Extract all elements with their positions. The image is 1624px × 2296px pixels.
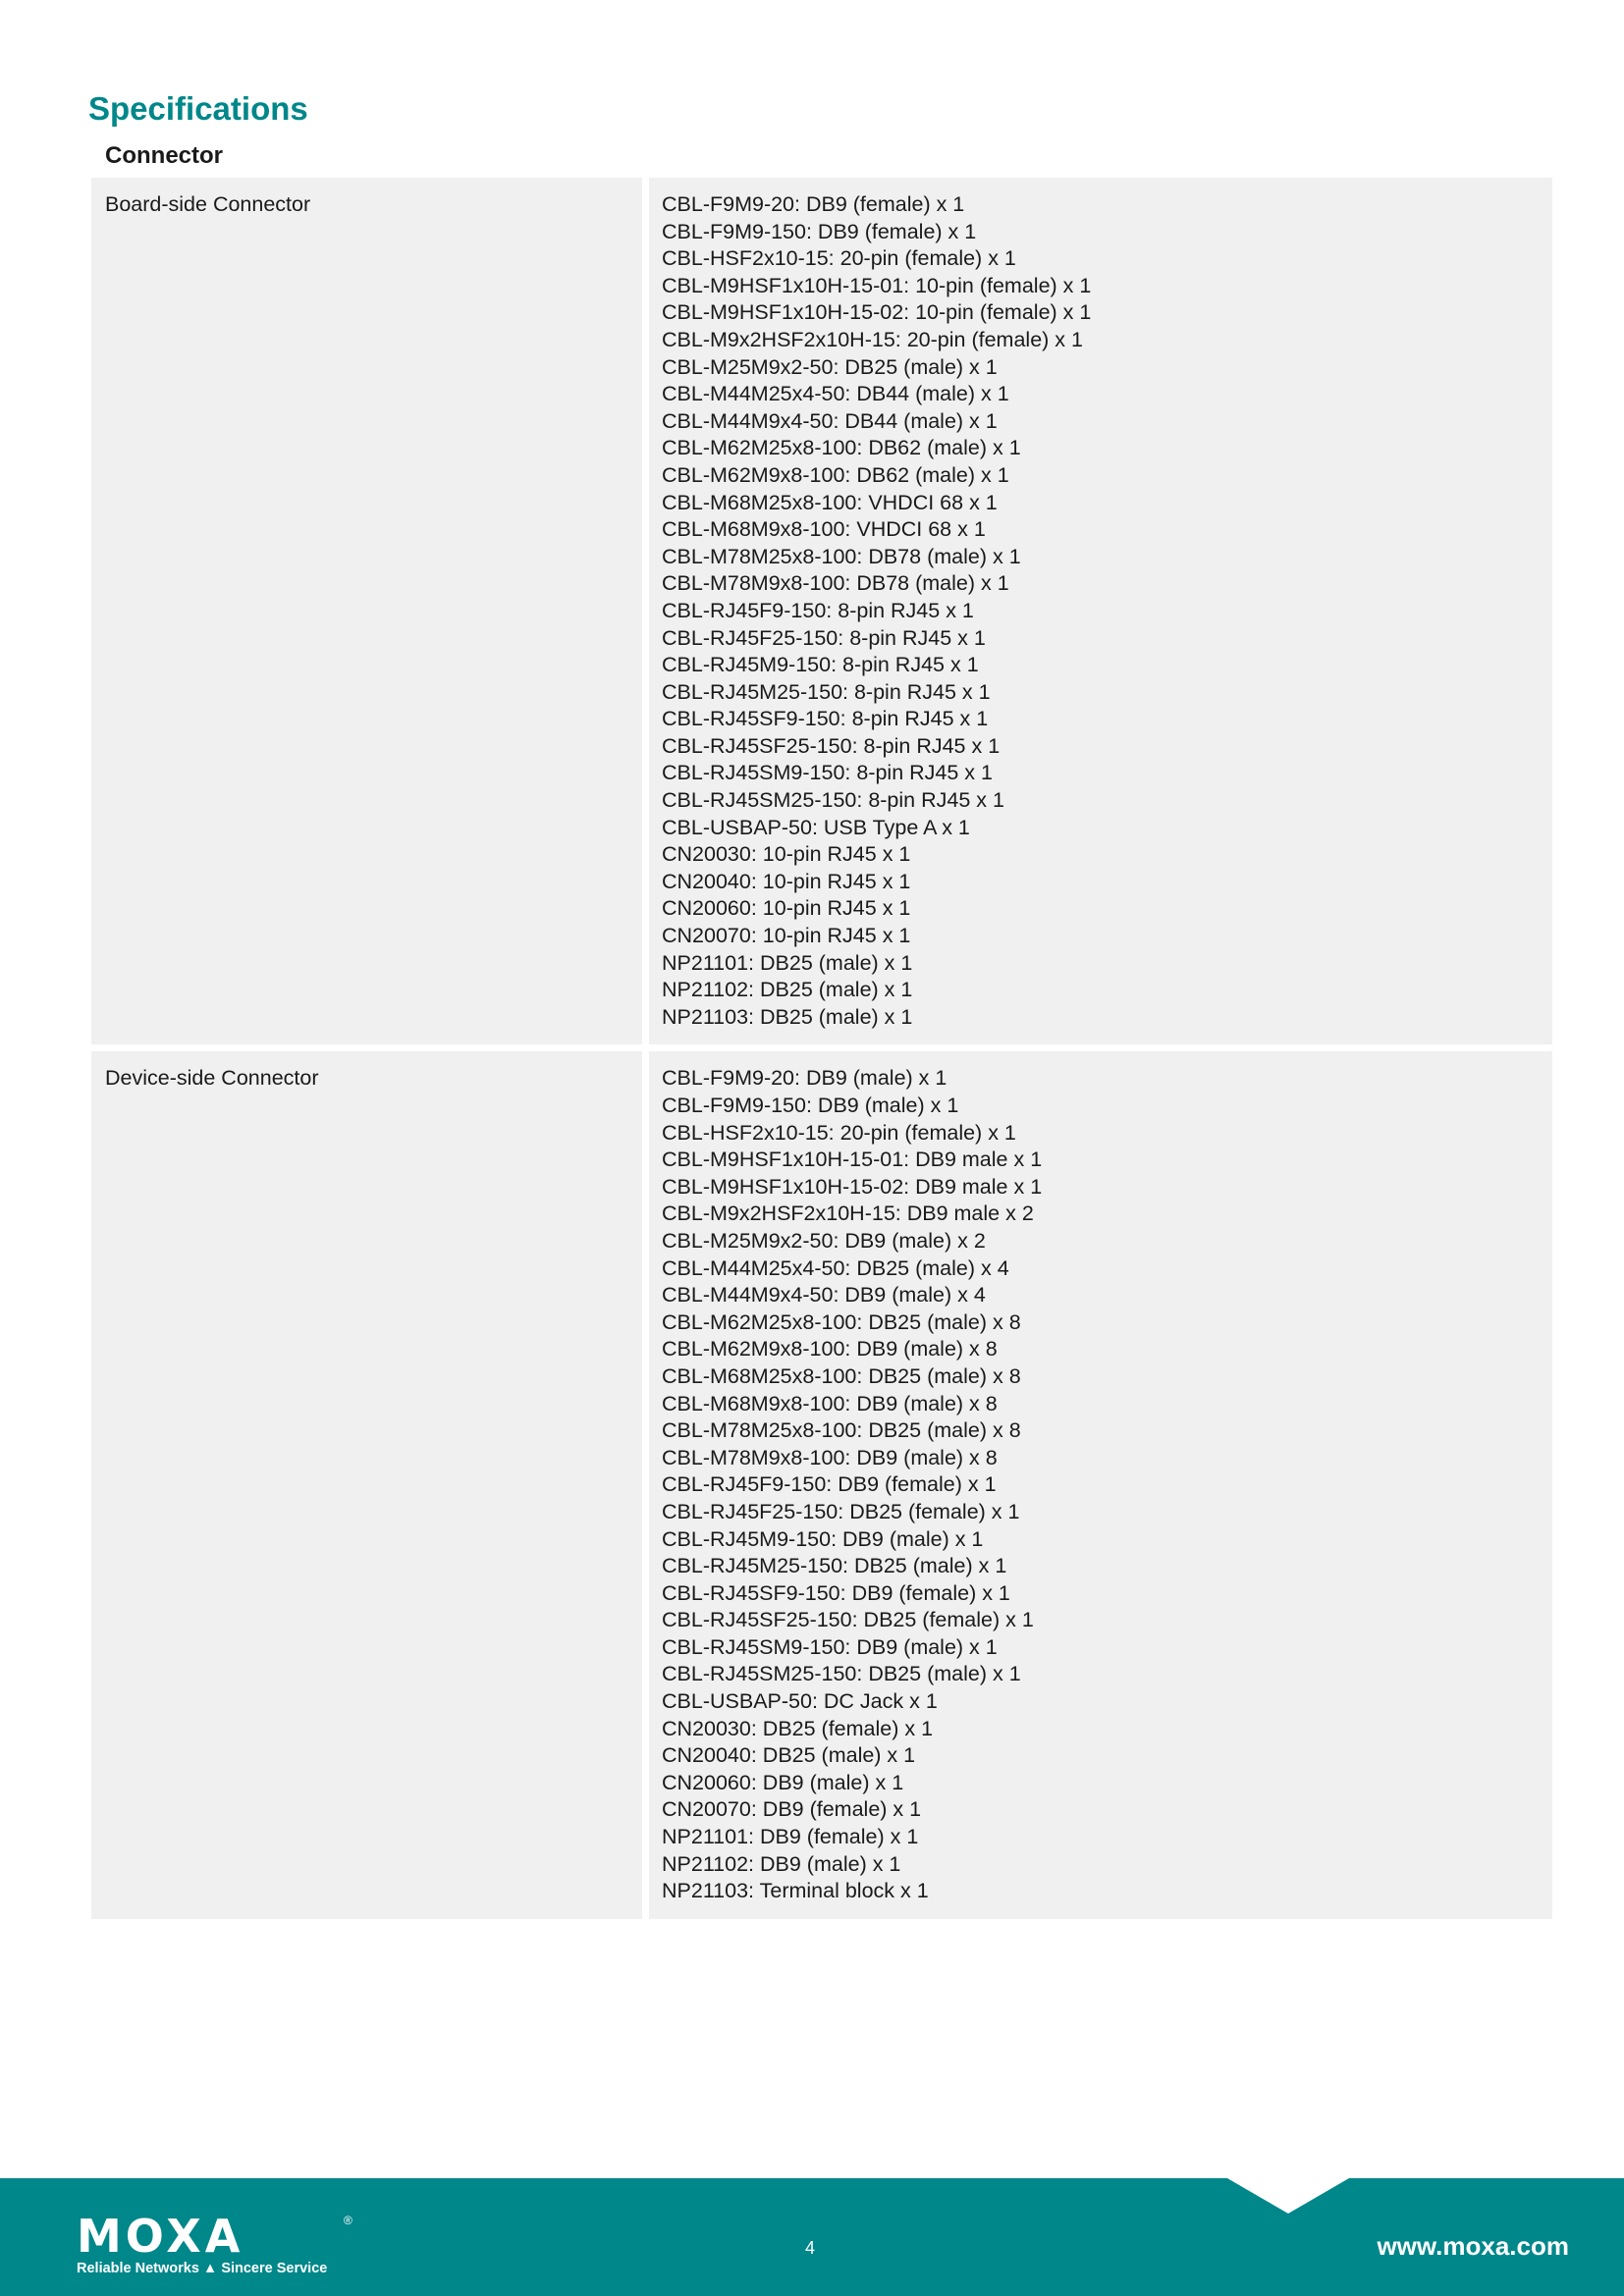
connector-entry: NP21102: DB25 (male) x 1 <box>662 978 913 1002</box>
value-list <box>662 1065 1539 1904</box>
connector-entry: CBL-M44M25x4-50: DB25 (male) x 4 <box>662 1255 1009 1280</box>
connector-entry: CBL-RJ45M9-150: 8-pin RJ45 x 1 <box>662 653 979 677</box>
connector-entry: CBL-RJ45M25-150: DB25 (male) x 1 <box>662 1554 1007 1578</box>
spec-row-device-side <box>91 1051 1552 1918</box>
connector-entry: CBL-M62M9x8-100: DB9 (male) x 8 <box>662 1337 998 1362</box>
page-number: 4 <box>805 2238 816 2258</box>
connector-entry: CN20060: DB9 (male) x 1 <box>662 1770 904 1794</box>
connector-entry: CBL-F9M9-20: DB9 (female) x 1 <box>662 192 965 216</box>
connector-entry: NP21101: DB9 (female) x 1 <box>662 1825 919 1849</box>
logo-wordmark: MOXA <box>77 2210 244 2263</box>
section-heading: Connector <box>105 142 223 169</box>
connector-entry: CBL-M9HSF1x10H-15-01: DB9 male x 1 <box>662 1148 1043 1172</box>
connector-entry: CBL-M9x2HSF2x10H-15: DB9 male x 2 <box>662 1201 1034 1226</box>
website-link[interactable]: www.moxa.com <box>1377 2231 1569 2261</box>
spec-label: Board-side Connector <box>105 192 311 216</box>
connector-entry: CBL-RJ45F25-150: 8-pin RJ45 x 1 <box>662 625 986 650</box>
connector-entry: CBL-RJ45F9-150: DB9 (female) x 1 <box>662 1472 997 1497</box>
connector-entry: CBL-RJ45SF25-150: 8-pin RJ45 x 1 <box>662 733 1001 758</box>
connector-entry: CBL-USBAP-50: DC Jack x 1 <box>662 1689 938 1714</box>
connector-entry: CBL-M68M25x8-100: VHDCI 68 x 1 <box>662 490 998 514</box>
connector-entry: CBL-F9M9-150: DB9 (male) x 1 <box>662 1094 959 1117</box>
connector-entry: CBL-M68M9x8-100: DB9 (male) x 8 <box>662 1391 998 1415</box>
connector-entry: CBL-HSF2x10-15: 20-pin (female) x 1 <box>662 1120 1016 1145</box>
connector-entry: CBL-M9x2HSF2x10H-15: 20-pin (female) x 1 <box>662 327 1083 351</box>
connector-entry: CBL-M78M9x8-100: DB78 (male) x 1 <box>662 571 1009 596</box>
spec-value-cell <box>649 1051 1552 1918</box>
connector-entry: CBL-RJ45SM9-150: 8-pin RJ45 x 1 <box>662 761 993 785</box>
connector-entry: CBL-M68M9x8-100: VHDCI 68 x 1 <box>662 517 986 542</box>
spec-table <box>91 178 1552 1926</box>
connector-entry: CN20040: 10-pin RJ45 x 1 <box>662 869 911 893</box>
connector-entry: CBL-M68M25x8-100: DB25 (male) x 8 <box>662 1363 1021 1388</box>
spec-value-cell <box>649 178 1552 1044</box>
connector-entry: CBL-RJ45F25-150: DB25 (female) x 1 <box>662 1499 1020 1523</box>
connector-entry: CBL-M25M9x2-50: DB25 (male) x 1 <box>662 354 998 379</box>
footer-notch <box>1227 2178 1349 2214</box>
footer-bar <box>0 2178 1624 2296</box>
connector-entry: CBL-M78M9x8-100: DB9 (male) x 8 <box>662 1445 998 1469</box>
connector-entry: CBL-HSF2x10-15: 20-pin (female) x 1 <box>662 246 1016 271</box>
connector-entry: CBL-M44M9x4-50: DB44 (male) x 1 <box>662 408 998 433</box>
page-title: Specifications <box>88 90 308 127</box>
spec-label-cell <box>91 1051 642 1918</box>
spec-label: Device-side Connector <box>105 1066 319 1091</box>
connector-entry: CBL-M44M25x4-50: DB44 (male) x 1 <box>662 382 1009 406</box>
logo-tagline: Reliable Networks ▲ Sincere Service <box>77 2261 328 2276</box>
connector-entry: CBL-M25M9x2-50: DB9 (male) x 2 <box>662 1228 986 1253</box>
connector-entry: CBL-RJ45F9-150: 8-pin RJ45 x 1 <box>662 598 974 622</box>
connector-entry: CBL-F9M9-20: DB9 (male) x 1 <box>662 1066 947 1091</box>
spec-label-cell <box>91 178 642 1044</box>
connector-entry: CBL-M62M9x8-100: DB62 (male) x 1 <box>662 462 1009 487</box>
connector-entry: CBL-RJ45M9-150: DB9 (male) x 1 <box>662 1526 984 1551</box>
connector-entry: CBL-M78M25x8-100: DB25 (male) x 8 <box>662 1418 1021 1443</box>
connector-entry: CBL-USBAP-50: USB Type A x 1 <box>662 815 970 839</box>
connector-entry: CBL-M78M25x8-100: DB78 (male) x 1 <box>662 544 1021 568</box>
moxa-logo[interactable] <box>77 2210 352 2276</box>
connector-entry: CBL-M9HSF1x10H-15-02: DB9 male x 1 <box>662 1174 1043 1199</box>
connector-entry: CBL-RJ45SM9-150: DB9 (male) x 1 <box>662 1634 998 1659</box>
connector-entry: NP21103: DB25 (male) x 1 <box>662 1004 913 1029</box>
connector-entry: CBL-RJ45SF9-150: 8-pin RJ45 x 1 <box>662 707 989 731</box>
spec-row-board-side <box>91 178 1552 1044</box>
connector-entry: CBL-RJ45SM25-150: 8-pin RJ45 x 1 <box>662 788 1004 813</box>
connector-entry: CN20040: DB25 (male) x 1 <box>662 1743 916 1768</box>
connector-entry: CN20030: DB25 (female) x 1 <box>662 1716 934 1740</box>
connector-entry: CN20070: DB9 (female) x 1 <box>662 1797 922 1822</box>
connector-entry: NP21103: Terminal block x 1 <box>662 1879 929 1903</box>
connector-entry: CN20030: 10-pin RJ45 x 1 <box>662 842 911 867</box>
connector-entry: CBL-F9M9-150: DB9 (female) x 1 <box>662 219 977 243</box>
connector-entry: CBL-M44M9x4-50: DB9 (male) x 4 <box>662 1283 986 1308</box>
connector-entry: CBL-M9HSF1x10H-15-01: 10-pin (female) x 1 <box>662 273 1092 297</box>
connector-entry: CBL-M62M25x8-100: DB25 (male) x 8 <box>662 1309 1021 1334</box>
connector-entry: CN20060: 10-pin RJ45 x 1 <box>662 896 911 921</box>
value-list <box>662 191 1539 1031</box>
connector-entry: CBL-RJ45SF25-150: DB25 (female) x 1 <box>662 1608 1034 1632</box>
connector-entry: CBL-M9HSF1x10H-15-02: 10-pin (female) x 1 <box>662 300 1092 325</box>
connector-entry: CBL-M62M25x8-100: DB62 (male) x 1 <box>662 436 1021 460</box>
connector-entry: CBL-RJ45SF9-150: DB9 (female) x 1 <box>662 1580 1010 1605</box>
connector-entry: CBL-RJ45SM25-150: DB25 (male) x 1 <box>662 1662 1021 1686</box>
connector-entry: NP21101: DB25 (male) x 1 <box>662 950 913 975</box>
connector-entry: CBL-RJ45M25-150: 8-pin RJ45 x 1 <box>662 679 991 704</box>
connector-entry: CN20070: 10-pin RJ45 x 1 <box>662 924 911 948</box>
connector-entry: NP21102: DB9 (male) x 1 <box>662 1851 901 1876</box>
registered-mark: ® <box>344 2214 352 2227</box>
